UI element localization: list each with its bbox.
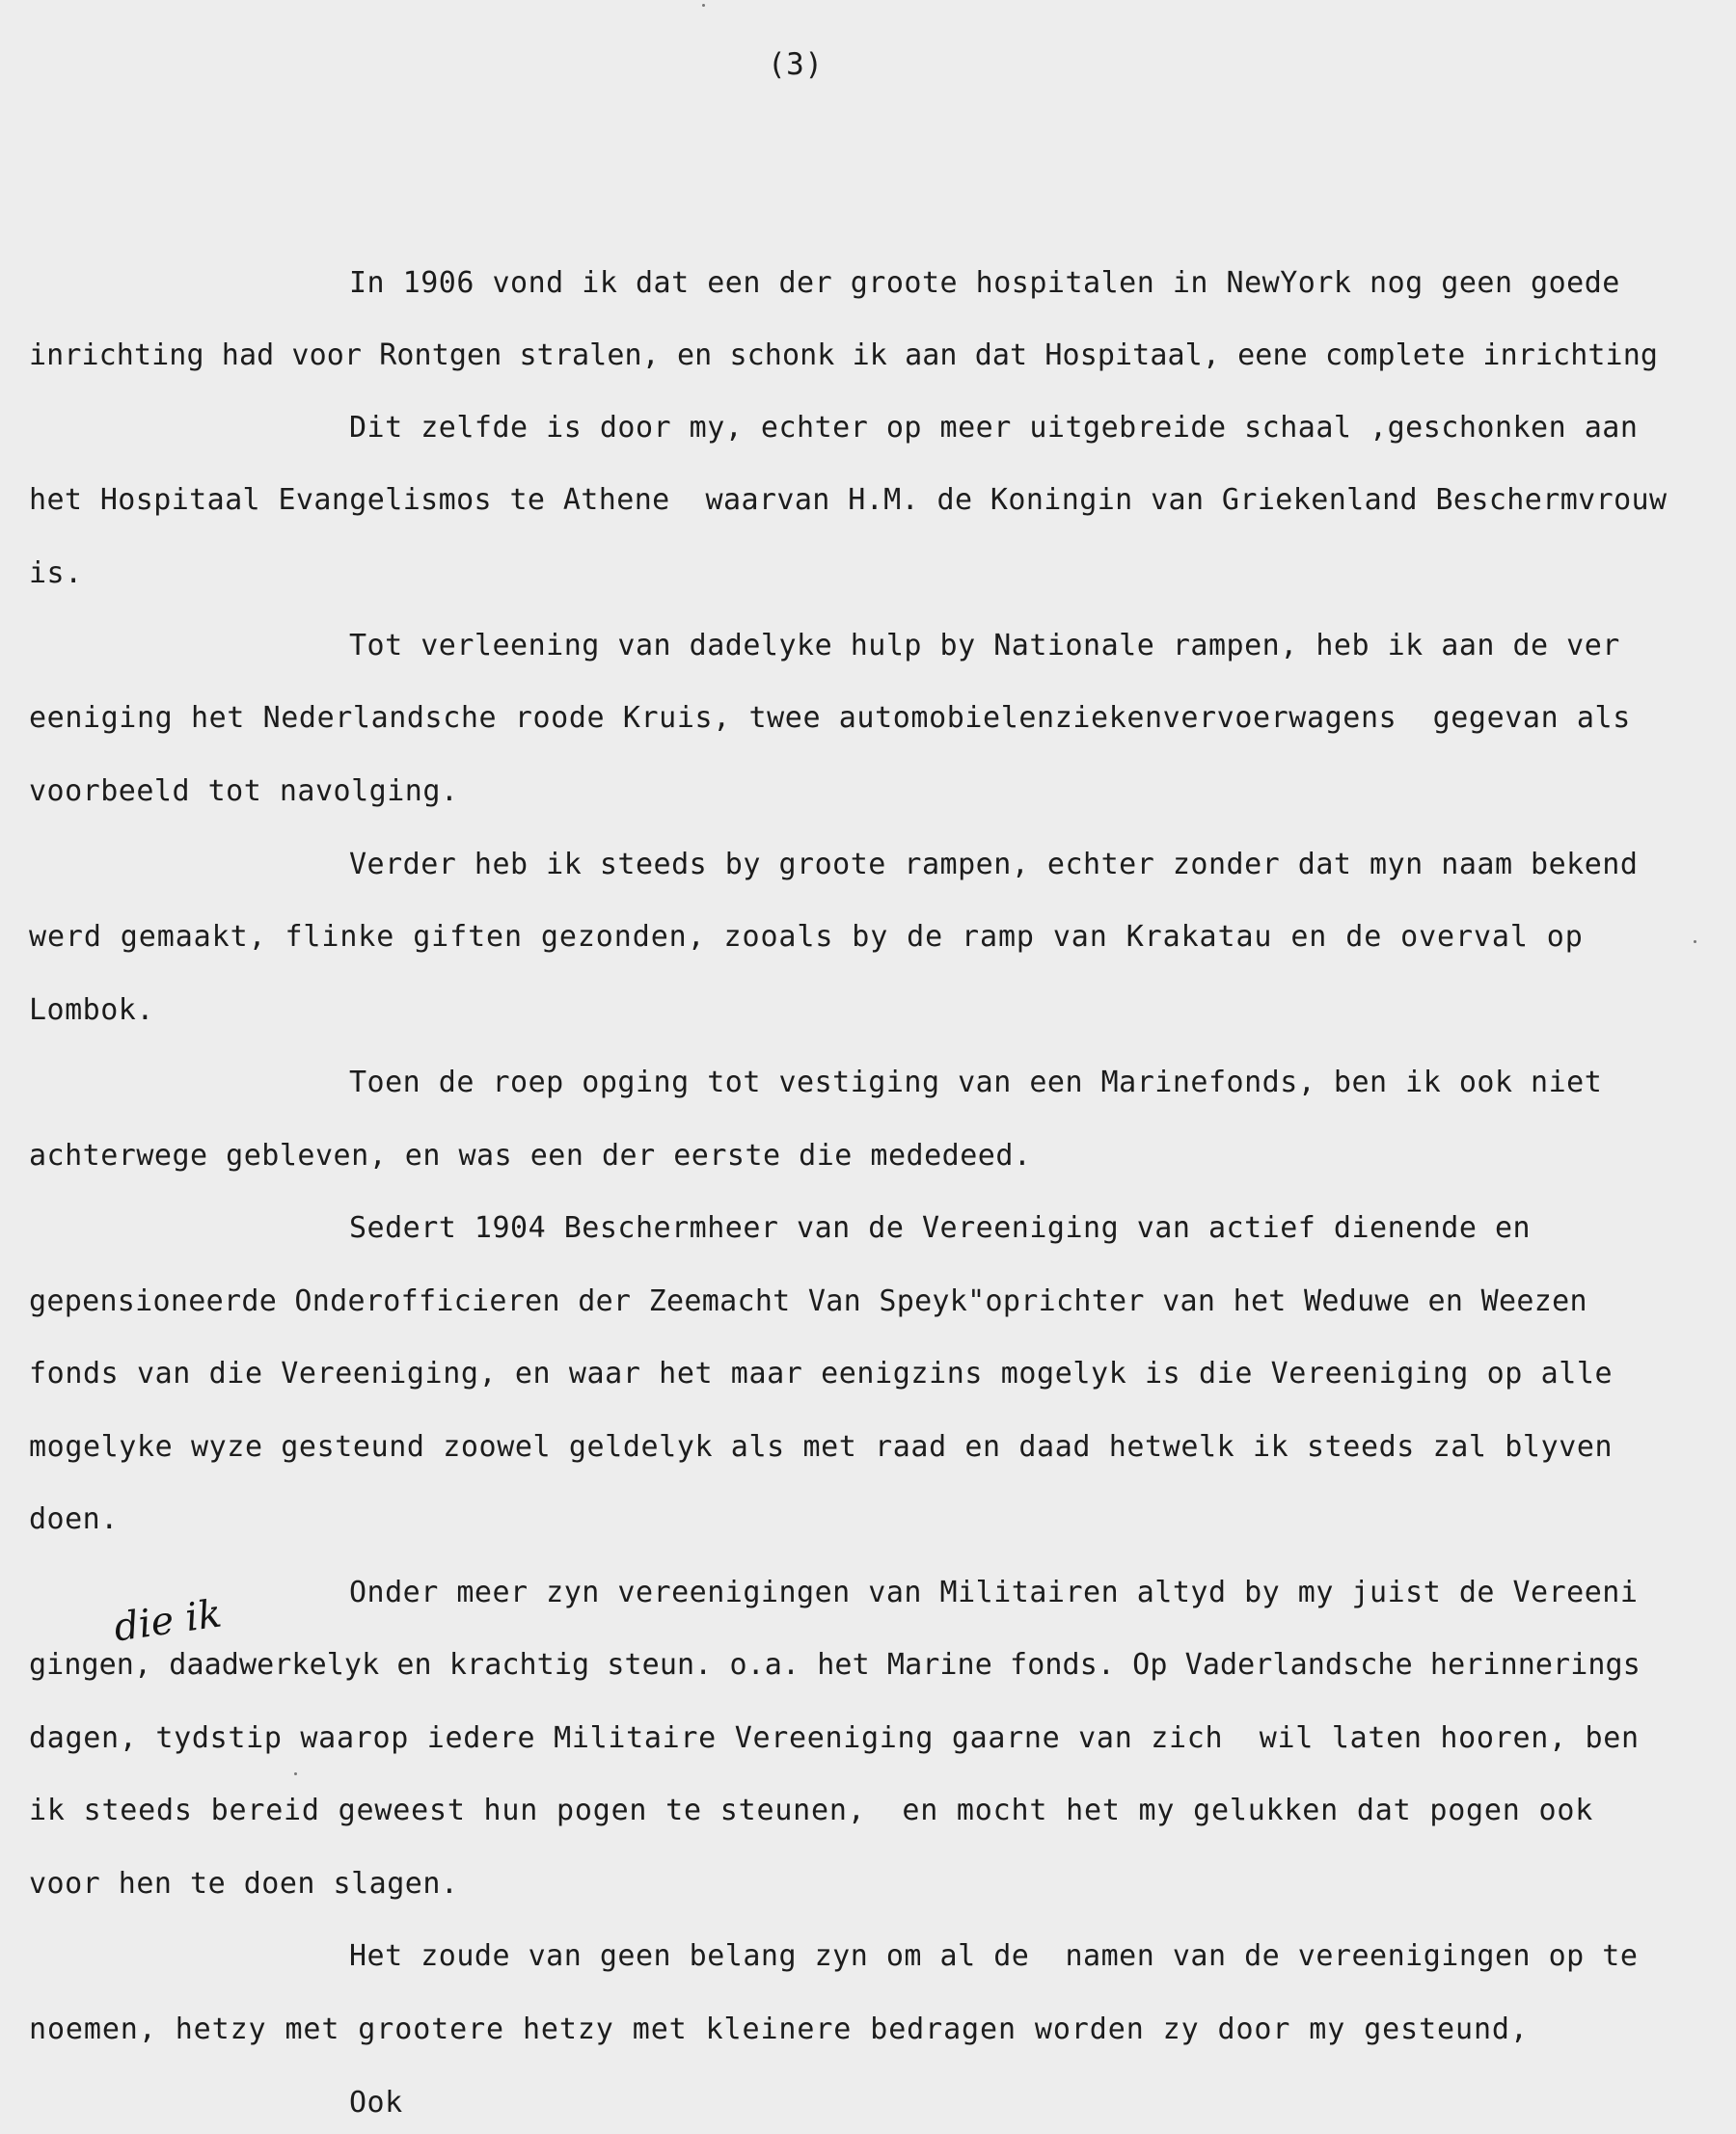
text-line: ik steeds bereid geweest hun pogen te steunen, en mocht het my gelukken dat pogen ook [29,1794,1594,1827]
text-line: gepensioneerde Onderofficieren der Zeemacht Van Speyk"oprichter van het Weduwe en Weezen [29,1284,1587,1318]
text-line: Het zoude van geen belang zyn om al de namen van de vereenigingen op te [349,1939,1639,1973]
text-line: is. [29,556,83,590]
text-line: doen. [29,1502,119,1536]
text-line: In 1906 vond ik dat een der groote hospitalen in NewYork nog geen goede [349,266,1620,300]
text-line: gingen, daadwerkelyk en krachtig steun. o.a. het Marine fonds. Op Vaderlandsche herinnerings [29,1648,1641,1682]
paper-speck [294,1772,297,1775]
text-line: achterwege gebleven, en was een der eerste die mededeed. [29,1139,1032,1173]
text-line: voorbeeld tot navolging. [29,774,459,808]
text-line: Ook [349,2086,403,2120]
text-line: dagen, tydstip waarop iedere Militaire Vereeniging gaarne van zich wil laten hooren, ben [29,1721,1640,1755]
text-line: werd gemaakt, flinke giften gezonden, zooals by de ramp van Krakatau en de overval op [29,920,1584,954]
text-line: Tot verleening van dadelyke hulp by Nationale rampen, heb ik aan de ver [349,629,1620,662]
text-line: Verder heb ik steeds by groote rampen, echter zonder dat myn naam bekend [349,848,1639,881]
text-line: noemen, hetzy met grootere hetzy met kleinere bedragen worden zy door my gesteund, [29,2012,1529,2046]
text-line: Dit zelfde is door my, echter op meer uitgebreide schaal ,geschonken aan [349,411,1639,445]
text-line: het Hospitaal Evangelismos te Athene waarvan H.M. de Koningin van Griekenland Beschermvrouw [29,483,1668,517]
paper-speck [1694,940,1696,943]
text-line: Toen de roep opging tot vestiging van een Marinefonds, ben ik ook niet [349,1066,1603,1099]
text-line: eeniging het Nederlandsche roode Kruis, twee automobielenziekenvervoerwagens gegevan als [29,701,1631,735]
text-line: Sedert 1904 Beschermheer van de Vereeniging van actief dienende en [349,1211,1532,1245]
text-line: Lombok. [29,993,154,1027]
text-line: mogelyke wyze gesteund zoowel geldelyk als met raad en daad hetwelk ik steeds zal blyven [29,1430,1614,1464]
text-line: inrichting had voor Rontgen stralen, en schonk ik aan dat Hospitaal, eene complete inrichting [29,338,1659,372]
text-line: voor hen te doen slagen. [29,1867,459,1901]
text-line: Onder meer zyn vereenigingen van Militairen altyd by my juist de Vereeni [349,1576,1639,1609]
text-line: fonds van die Vereeniging, en waar het maar eenigzins mogelyk is die Vereeniging op alle [29,1357,1614,1391]
handwritten-annotation: die ik [111,1591,225,1651]
paper-speck [702,4,705,7]
page-number: (3) [768,47,824,82]
